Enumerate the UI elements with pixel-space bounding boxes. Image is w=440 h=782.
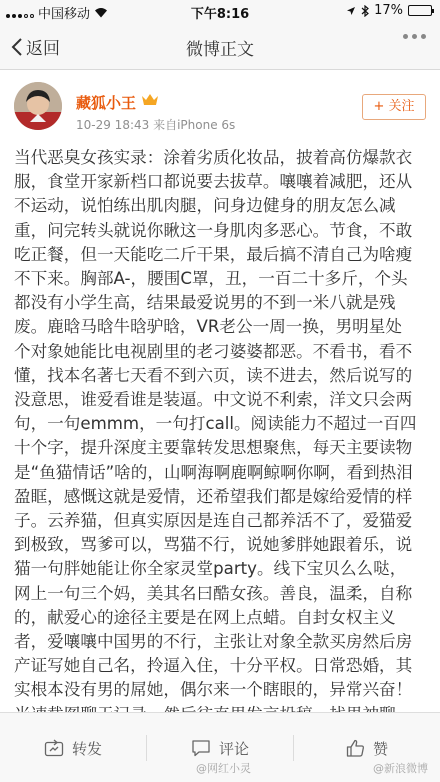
post-meta: 10-29 18:43 来自iPhone 6s bbox=[76, 118, 236, 132]
post-header bbox=[0, 70, 440, 140]
repost-label: 转发 bbox=[71, 739, 102, 758]
more-dot-icon bbox=[412, 34, 417, 39]
post-body-line: 没意思，谁爱看谁是装逼。中文说不利索，洋文只会两 bbox=[14, 390, 413, 410]
post-body-line: 子。云养猫，但真实原因是连自己都养活不了，爱猫爱 bbox=[14, 511, 413, 531]
post-body-line: 废。鹿晗马晗牛晗驴晗，VR老公一周一换，男明星处 bbox=[14, 317, 402, 337]
location-icon bbox=[346, 6, 356, 16]
nav-bar bbox=[0, 22, 440, 70]
post-body-line: 当代恶臭女孩实录：涂着劣质化妆品，披着高仿爆款衣 bbox=[14, 148, 413, 167]
page-title: 微博正文 bbox=[186, 40, 254, 60]
like-label: 赞 bbox=[372, 739, 388, 758]
vip-crown-icon bbox=[141, 92, 159, 107]
chevron-left-icon bbox=[10, 37, 24, 57]
status-bar bbox=[0, 0, 440, 22]
post-body-line: 盈眶，感慨这就是爱情，还希望我们都是嫁给爱情的样 bbox=[14, 486, 413, 506]
watermark: @新浪微博 bbox=[373, 762, 428, 775]
post-body-line: 都没有小学生高，结果最爱说男的不到一米八就是残 bbox=[14, 293, 396, 313]
post-body-line: 是“鱼猫情话”啥的，山啊海啊鹿啊鲸啊你啊，看到热泪 bbox=[14, 462, 413, 482]
post-body-line: 句，一句emmm，一句打call。阅读能力不超过一百四 bbox=[14, 414, 417, 434]
user-name[interactable]: 藏狐小王 bbox=[76, 94, 137, 112]
back-button[interactable] bbox=[10, 34, 60, 59]
comment-label: 评论 bbox=[218, 739, 249, 758]
post-body-line: 十个字，提升深度主要靠转发思想聚焦，每天主要读物 bbox=[14, 438, 413, 458]
post-body-line: 的，献爱心的途径主要是在网上点蜡。自封女权主义 bbox=[14, 607, 396, 627]
status-right bbox=[346, 3, 432, 18]
battery-icon bbox=[408, 5, 432, 16]
post-body-line: 不运动，说怕练出肌肉腿，问身边健身的朋友怎么减 bbox=[14, 196, 396, 216]
post-body-line: 产证写她自己名，拎逼入住，十分平权。日常恐婚，其 bbox=[14, 656, 413, 676]
repost-icon bbox=[44, 739, 64, 757]
bluetooth-icon bbox=[361, 5, 369, 17]
comment-icon bbox=[191, 739, 211, 757]
repost-button[interactable] bbox=[0, 713, 146, 782]
battery-percent: 17% bbox=[374, 3, 403, 18]
post-body-line: 个对象她能比电视剧里的老刁婆婆都恶。不看书，看不 bbox=[14, 341, 413, 361]
status-time: 下午8:16 bbox=[190, 7, 250, 22]
post-body-line: 者，爱嚷嚷中国男的不行，主张让对象全款买房然后房 bbox=[14, 632, 413, 652]
thumbs-up-icon bbox=[346, 739, 365, 757]
post-body-line: 吃正餐，但一天能吃二斤干果，最后搞不清自己为啥瘦 bbox=[14, 244, 413, 264]
back-label: 返回 bbox=[26, 39, 60, 59]
post-body bbox=[14, 146, 427, 740]
post-body-line: 重，问完转头就说你瞅这一身肌肉多恶心。节食，不敢 bbox=[14, 220, 413, 240]
more-dot-icon bbox=[403, 34, 408, 39]
post-body-line: 网上一句三个妈，美其名曰酷女孩。善良，温柔，自称 bbox=[14, 583, 413, 603]
watermark: @网红小灵 bbox=[196, 762, 251, 775]
carrier-name: 中国移动 bbox=[38, 7, 91, 22]
post-body-line: 到极致，骂爹可以，骂猫不行，说她爹胖她跟着乐，说 bbox=[14, 535, 413, 555]
more-button[interactable] bbox=[403, 34, 426, 39]
post-body-line: 服，食堂开家新档口都说要去拔草。嚷嚷着减肥，还从 bbox=[14, 172, 413, 192]
post-body-line: 懂，找本名著七天看不到六页，读不进去，然后说写的 bbox=[14, 365, 413, 385]
post-body-line: 不下来。胸部A-，腰围C罩，丑，一百二十多斤，个头 bbox=[14, 269, 408, 289]
more-dot-icon bbox=[421, 34, 426, 39]
post-body-line: 猫一句胖她能让你全家灵堂party。线下宝贝么么哒， bbox=[14, 559, 407, 579]
avatar-image bbox=[14, 82, 62, 130]
follow-button[interactable]: + 关注 bbox=[362, 94, 426, 120]
action-bar bbox=[0, 712, 440, 782]
post-body-line: 实根本没有男的屌她，偶尔来一个瞎眼的，异常兴奋！ bbox=[14, 680, 413, 700]
avatar[interactable] bbox=[14, 82, 62, 130]
